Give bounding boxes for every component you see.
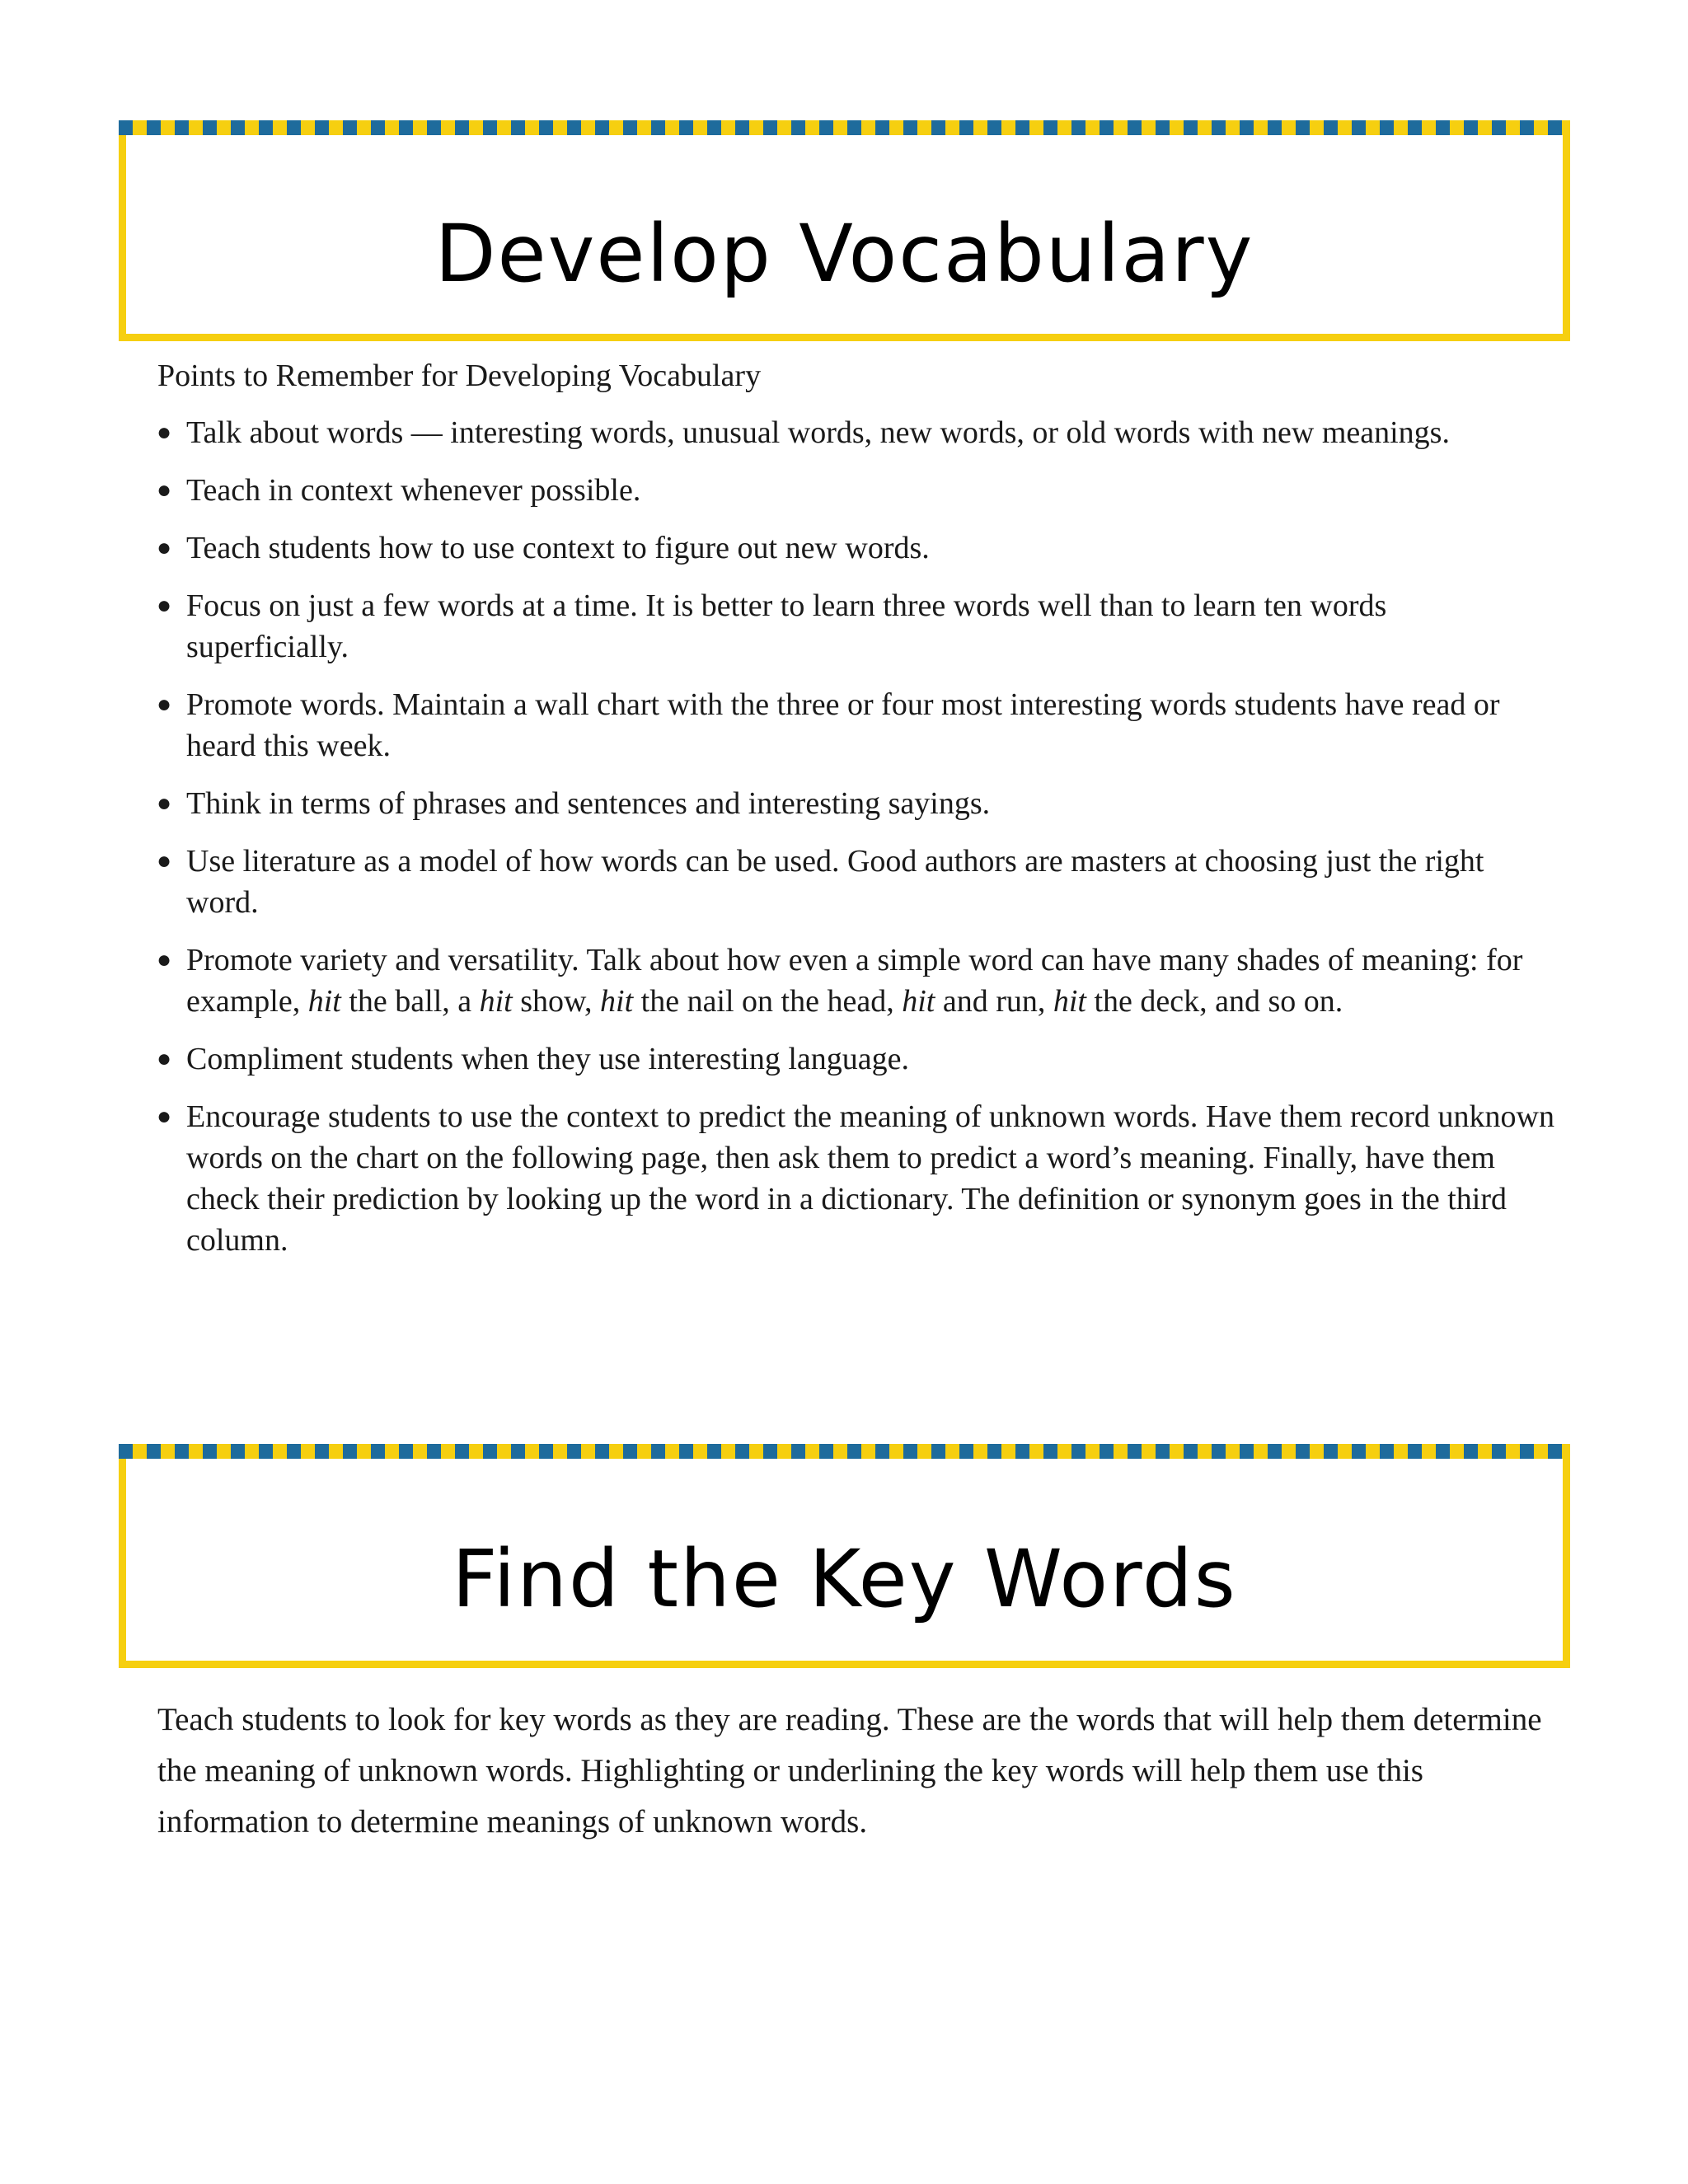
point-text: Encourage students to use the context to predict the meaning of unknown words. Have them record unknown words on the chart on the following page, then ask them to predict a word’s meaning. Finally, have them check their prediction by looking up the word in a dictionary. The definition or synonym goes in the third column. [186, 1099, 1554, 1258]
point-text: Focus on just a few words at a time. It is better to learn three words well than to learn ten words superficially. [186, 588, 1387, 664]
point-text: Teach in context whenever possible. [186, 473, 641, 508]
bullet-icon: ● [157, 592, 172, 619]
point-text: show, [512, 984, 601, 1019]
vocabulary-point [155, 1038, 1556, 1080]
key-words-paragraph: Teach students to look for key words as they are reading. These are the words that will help them determine the meaning of unknown words. Highlighting or underlining the key words will help them use this information to determine meanings of unknown words. [157, 1702, 1542, 1840]
header-stripe [119, 1444, 1570, 1459]
vocabulary-point [155, 585, 1556, 668]
point-text: Talk about words — interesting words, unusual words, new words, or old words with new meanings. [186, 415, 1450, 450]
section-title-develop-vocabulary: Develop Vocabulary [434, 208, 1254, 300]
point-text: Compliment students when they use interesting language. [186, 1042, 910, 1076]
italic-example-word: hit [902, 984, 935, 1019]
section-title-find-key-words: Find the Key Words [452, 1533, 1237, 1625]
point-text: Use literature as a model of how words can be used. Good authors are masters at choosing just the right word. [186, 844, 1484, 920]
point-text: Teach students how to use context to figure out new words. [186, 531, 930, 565]
find-key-words-header [119, 1444, 1570, 1668]
bullet-icon: ● [157, 1103, 172, 1130]
bullet-icon: ● [157, 847, 172, 874]
point-text: the ball, a [340, 984, 480, 1019]
point-text: the deck, and so on. [1085, 984, 1343, 1019]
vocabulary-point [155, 1096, 1556, 1261]
point-text: Promote words. Maintain a wall chart with the three or four most interesting words students have read or heard this week. [186, 687, 1500, 763]
vocabulary-point [155, 783, 1556, 824]
italic-example-word: hit [600, 984, 634, 1019]
point-text: Think in terms of phrases and sentences and interesting sayings. [186, 786, 991, 821]
header-stripe [119, 120, 1570, 135]
vocabulary-point [155, 470, 1556, 511]
vocabulary-point [155, 684, 1556, 766]
italic-example-word: hit [479, 984, 513, 1019]
point-text: the nail on the head, [633, 984, 903, 1019]
bullet-icon: ● [157, 419, 172, 446]
point-text: Promote variety and versatility. Talk about how even a simple word can have many shades of meaning: for example, [186, 943, 1523, 1019]
bullet-icon: ● [157, 790, 172, 817]
bullet-icon: ● [157, 1045, 172, 1072]
vocabulary-point [155, 841, 1556, 923]
italic-example-word: hit [1053, 984, 1086, 1019]
bullet-icon: ● [157, 946, 172, 973]
vocabulary-point [155, 527, 1556, 569]
bullet-icon: ● [157, 476, 172, 504]
bullet-icon: ● [157, 691, 172, 718]
develop-vocabulary-header [119, 120, 1570, 341]
vocabulary-point [155, 412, 1556, 453]
italic-example-word: hit [307, 984, 341, 1019]
vocabulary-points-list [155, 412, 1556, 1277]
bullet-icon: ● [157, 534, 172, 561]
points-intro: Points to Remember for Developing Vocabulary [157, 359, 762, 393]
vocabulary-point [155, 940, 1556, 1022]
point-text: and run, [935, 984, 1053, 1019]
